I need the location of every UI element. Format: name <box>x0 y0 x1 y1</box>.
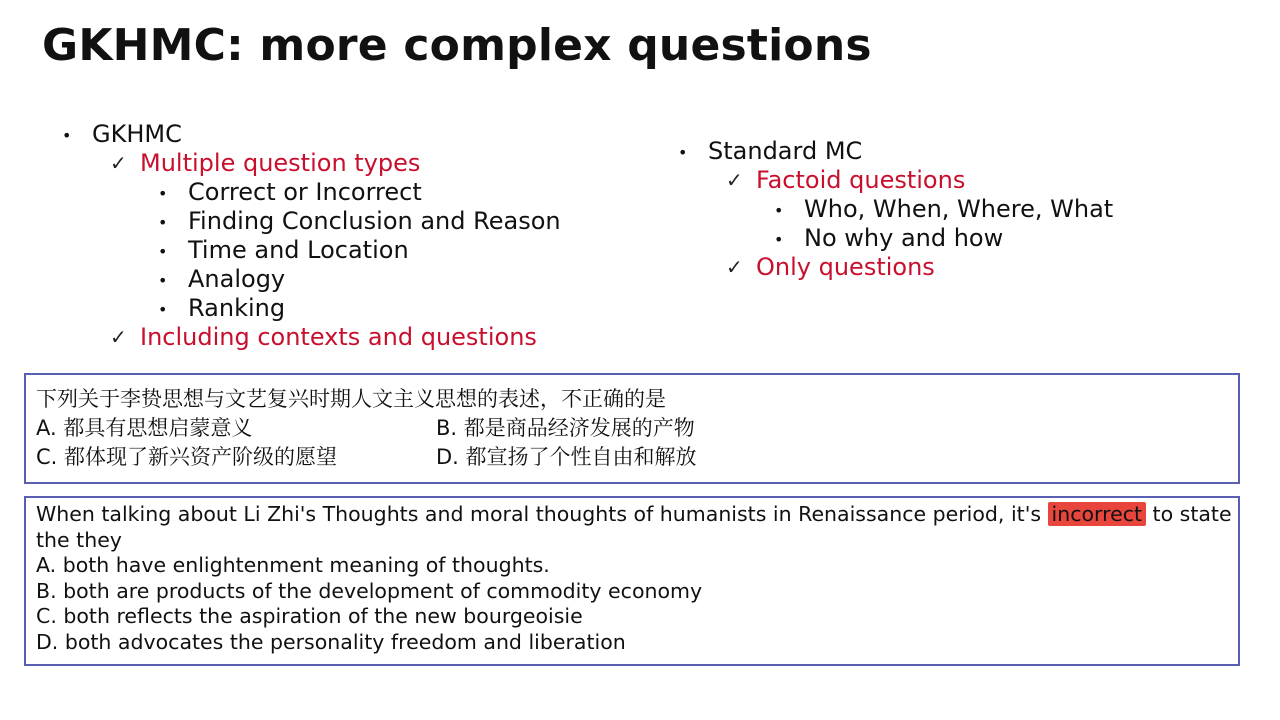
feature-label: Including contexts and questions <box>140 323 537 351</box>
highlighted-word: incorrect <box>1048 502 1146 526</box>
question-stem-continued: the they <box>36 527 122 552</box>
subitem-label: Correct or Incorrect <box>188 178 422 206</box>
bullet-icon: • <box>62 126 72 145</box>
checkmark-icon: ✓ <box>726 255 743 279</box>
subitem-label: Ranking <box>188 294 286 322</box>
subitem-label: Who, When, Where, What <box>804 195 1114 223</box>
checkmark-icon: ✓ <box>110 151 127 175</box>
option-d: D. 都宣扬了个性自由和解放 <box>436 445 697 469</box>
bullet-icon: • <box>158 213 168 232</box>
option-b: B. 都是商品经济发展的产物 <box>436 416 695 440</box>
bullet-icon: • <box>678 143 688 162</box>
bullet-icon: • <box>158 300 168 319</box>
option-c: C. both reflects the aspiration of the new bourgeoisie <box>36 604 583 629</box>
checkmark-icon: ✓ <box>726 168 743 192</box>
bullet-icon: • <box>158 184 168 203</box>
option-c: C. 都体现了新兴资产阶级的愿望 <box>36 445 338 469</box>
chinese-question-box <box>24 373 1240 484</box>
bullet-icon: • <box>158 242 168 261</box>
option-a: A. both have enlightenment meaning of thoughts. <box>36 553 550 578</box>
subitem-label: Time and Location <box>188 236 409 264</box>
slide-title: GKHMC: more complex questions <box>42 20 872 71</box>
option-row <box>36 443 1228 472</box>
feature-label: Factoid questions <box>756 166 966 194</box>
question-stem <box>36 502 1232 528</box>
subitem-label: No why and how <box>804 224 1004 252</box>
option-a: A. 都具有思想启蒙意义 <box>36 416 253 440</box>
option-d: D. both advocates the personality freedom and liberation <box>36 629 626 654</box>
feature-label: Only questions <box>756 253 935 281</box>
bullet-icon: • <box>158 271 168 290</box>
subitem-label: Analogy <box>188 265 286 293</box>
option-row <box>36 414 1228 443</box>
subitem-label: Finding Conclusion and Reason <box>188 207 561 235</box>
option-b: B. both are products of the development of commodity economy <box>36 578 703 603</box>
english-question-box <box>24 496 1240 666</box>
feature-label: Multiple question types <box>140 149 421 177</box>
question-stem: 下列关于李贽思想与文艺复兴时期人文主义思想的表述，不正确的是 <box>36 387 666 411</box>
checkmark-icon: ✓ <box>110 325 127 349</box>
list-heading: Standard MC <box>708 137 863 165</box>
bullet-icon: • <box>774 230 784 249</box>
stem-text: to state <box>1152 502 1232 526</box>
bullet-icon: • <box>774 201 784 220</box>
list-heading: GKHMC <box>92 120 182 148</box>
stem-text: When talking about Li Zhi's Thoughts and moral thoughts of humanists in Renaissance period, it's <box>36 502 1042 526</box>
